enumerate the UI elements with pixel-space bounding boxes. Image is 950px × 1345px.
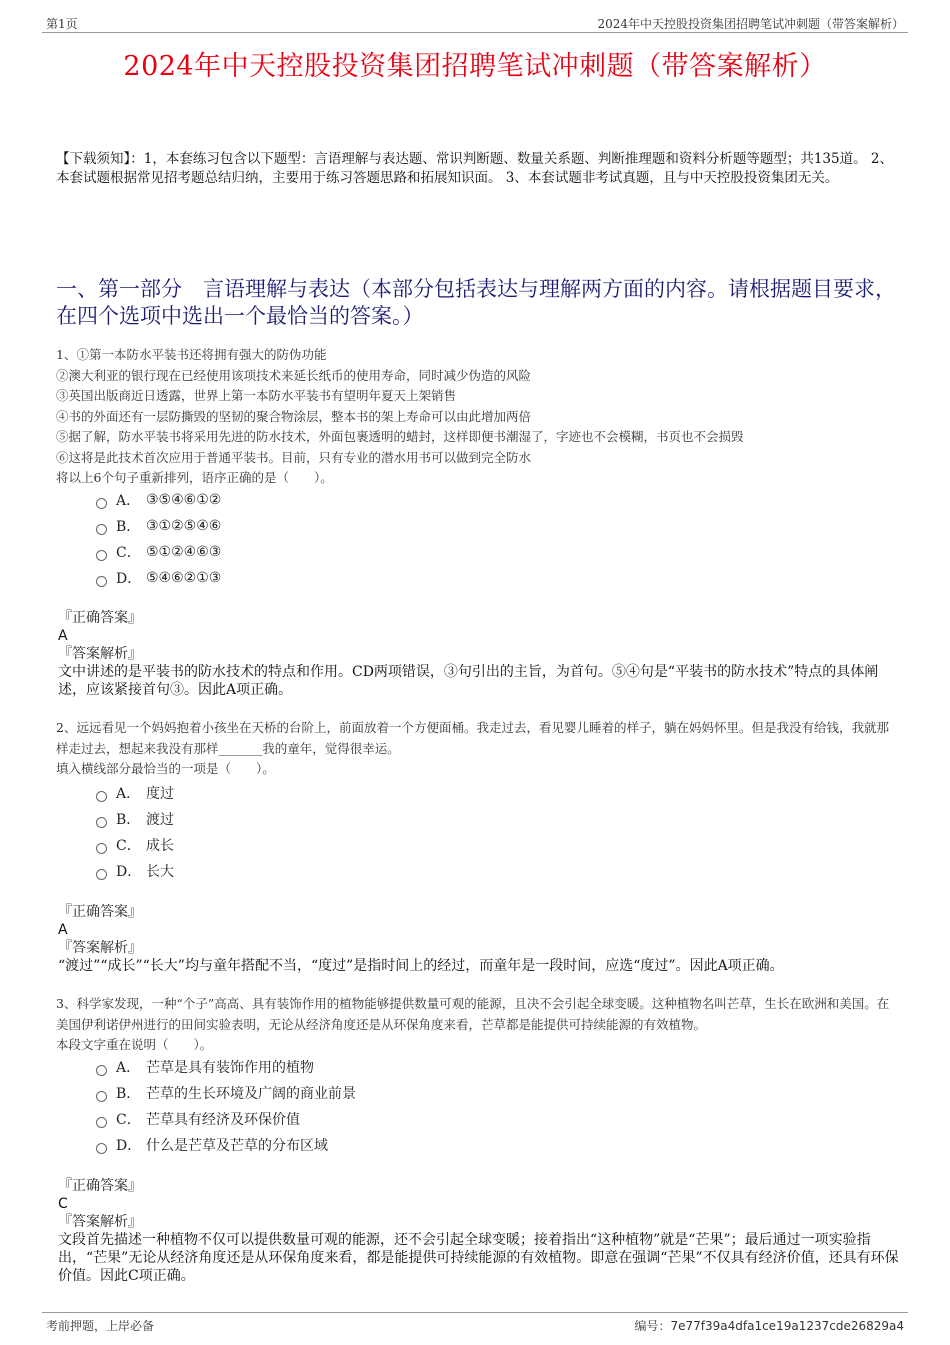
correct-answer: A [58, 922, 68, 938]
radio-icon[interactable] [96, 791, 107, 802]
option-d[interactable]: D． ⑤④⑥②①③ [96, 565, 221, 591]
footer-code [634, 1317, 904, 1334]
question-3-answer [58, 1177, 900, 1285]
answer-analysis: “渡过”“成长”“长大”均与童年搭配不当，“度过”是指时间上的经过，而童年是一段时间，应选“度过”。因此A项正确。 [58, 958, 784, 974]
answer-analysis: 文中讲述的是平装书的防水技术的特点和作用。CD两项错误，③句引出的主旨，为首句。⑤④句是“平装书的防水技术”特点的具体阐述，应该紧接首句③。因此A项正确。 [58, 664, 879, 698]
question-2-options [96, 780, 174, 884]
answer-analysis: 文段首先描述一种植物不仅可以提供数量可观的能源，还不会引起全球变暖；接着指出“这种植物”就是“芒果”；最后通过一项实验指出，“芒果”无论从经济角度还是从环保角度来看，都是能提供可持续能源的有效植物。即意在强调“芒果”不仅具有经济价值，还具有环保价值。因此C项正确。 [58, 1232, 899, 1284]
radio-icon[interactable] [96, 1117, 107, 1128]
answer-label: 『正确答案』 [58, 1178, 142, 1194]
question-prompt: 本段文字重在说明（ ）。 [56, 1037, 213, 1052]
answer-label: 『正确答案』 [58, 610, 142, 626]
option-a[interactable]: A． 芒草是具有装饰作用的植物 [96, 1054, 356, 1080]
footer-slogan: 考前押题，上岸必备 [46, 1319, 155, 1333]
question-line: 2、远远看见一个妈妈抱着小孩坐在天桥的台阶上，前面放着一个方便面桶。我走过去，看见婴儿睡着的样子，躺在妈妈怀里。但是我没有给钱，我就那样走过去，想起来我没有那样_______我的童年，觉得很幸运。 [56, 720, 889, 756]
option-b[interactable]: B． ③①②⑤④⑥ [96, 513, 221, 539]
option-c[interactable]: C． ⑤①②④⑥③ [96, 539, 221, 565]
analysis-label: 『答案解析』 [58, 646, 142, 662]
question-line: ③英国出版商近日透露，世界上第一本防水平装书有望明年夏天上架销售 [56, 388, 457, 403]
radio-icon[interactable] [96, 843, 107, 854]
question-3-stem [56, 994, 898, 1056]
question-line: ②澳大利亚的银行现在已经使用该项技术来延长纸币的使用寿命，同时减少伪造的风险 [56, 367, 532, 383]
section-heading: 一、第一部分 言语理解与表达（本部分包括表达与理解两方面的内容。请根据题目要求，在四个选项中选出一个最恰当的答案。） [56, 277, 896, 328]
radio-icon[interactable] [96, 1143, 107, 1154]
option-a[interactable]: A． ③⑤④⑥①② [96, 487, 221, 513]
radio-icon[interactable] [96, 1065, 107, 1076]
question-line: ⑥这将是此技术首次应用于普通平装书。目前，只有专业的潜水用书可以做到完全防水 [56, 449, 532, 465]
radio-icon[interactable] [96, 524, 107, 535]
document-title: 2024年中天控股投资集团招聘笔试冲刺题（带答案解析） [123, 51, 827, 82]
option-a[interactable]: A． 度过 [96, 780, 174, 806]
footer-code-value: 7e77f39a4dfa1ce19a1237cde26829a4 [670, 1319, 904, 1333]
question-prompt: 填入横线部分最恰当的一项是（ ）。 [56, 761, 275, 776]
option-c[interactable]: C． 成长 [96, 832, 174, 858]
analysis-label: 『答案解析』 [58, 940, 142, 956]
download-notice: 【下载须知】：1，本套练习包含以下题型：言语理解与表达题、常识判断题、数量关系题、判断推理题和资料分析题等题型；共135道。 2、本套试题根据常见招考题总结归纳，主要用于练习答题思路和拓展知识面。 3、本套试题非考试真题，且与中天控股投资集团无关。 [56, 151, 893, 186]
question-1-answer [58, 609, 900, 699]
question-1-stem [56, 345, 898, 489]
question-2-answer [58, 903, 900, 975]
option-c[interactable]: C． 芒草具有经济及环保价值 [96, 1106, 356, 1132]
option-b[interactable]: B． 渡过 [96, 806, 174, 832]
option-d[interactable]: D． 什么是芒草及芒草的分布区域 [96, 1132, 356, 1158]
option-b[interactable]: B． 芒草的生长环境及广阔的商业前景 [96, 1080, 356, 1106]
question-line: ⑤据了解，防水平装书将采用先进的防水技术，外面包裹透明的蜡封，这样即便书潮湿了，字迹也不会模糊，书页也不会损毁 [56, 429, 744, 444]
option-d[interactable]: D． 长大 [96, 858, 174, 884]
radio-icon[interactable] [96, 817, 107, 828]
question-line: ④书的外面还有一层防撕毁的坚韧的聚合物涂层，整本书的架上寿命可以由此增加两倍 [56, 408, 532, 424]
footer-code-label: 编号： [634, 1319, 671, 1333]
correct-answer: C [58, 1196, 68, 1212]
radio-icon[interactable] [96, 869, 107, 880]
page-number: 第1页 [46, 17, 78, 31]
radio-icon[interactable] [96, 1091, 107, 1102]
question-3-options [96, 1054, 356, 1158]
page-footer [42, 1312, 908, 1337]
page-header [42, 12, 908, 33]
correct-answer: A [58, 628, 68, 644]
question-line: 1、①第一本防水平装书还将拥有强大的防伪功能 [56, 347, 327, 362]
question-line: 3、科学家发现，一种“个子”高高、具有装饰作用的植物能够提供数量可观的能源，且决不会引起全球变暖。这种植物名叫芒草，生长在欧洲和美国。在美国伊利诺伊州进行的田间实验表明，无论从经济角度还是从环保角度来看，芒草都是能提供可持续能源的有效植物。 [56, 996, 890, 1032]
header-doc-title: 2024年中天控股投资集团招聘笔试冲刺题（带答案解析） [597, 17, 904, 31]
question-prompt: 将以上6个句子重新排列，语序正确的是（ ）。 [56, 470, 333, 485]
answer-label: 『正确答案』 [58, 904, 142, 920]
radio-icon[interactable] [96, 550, 107, 561]
radio-icon[interactable] [96, 498, 107, 509]
radio-icon[interactable] [96, 576, 107, 587]
question-1-options [96, 487, 221, 591]
question-2-stem [56, 718, 898, 780]
analysis-label: 『答案解析』 [58, 1214, 142, 1230]
